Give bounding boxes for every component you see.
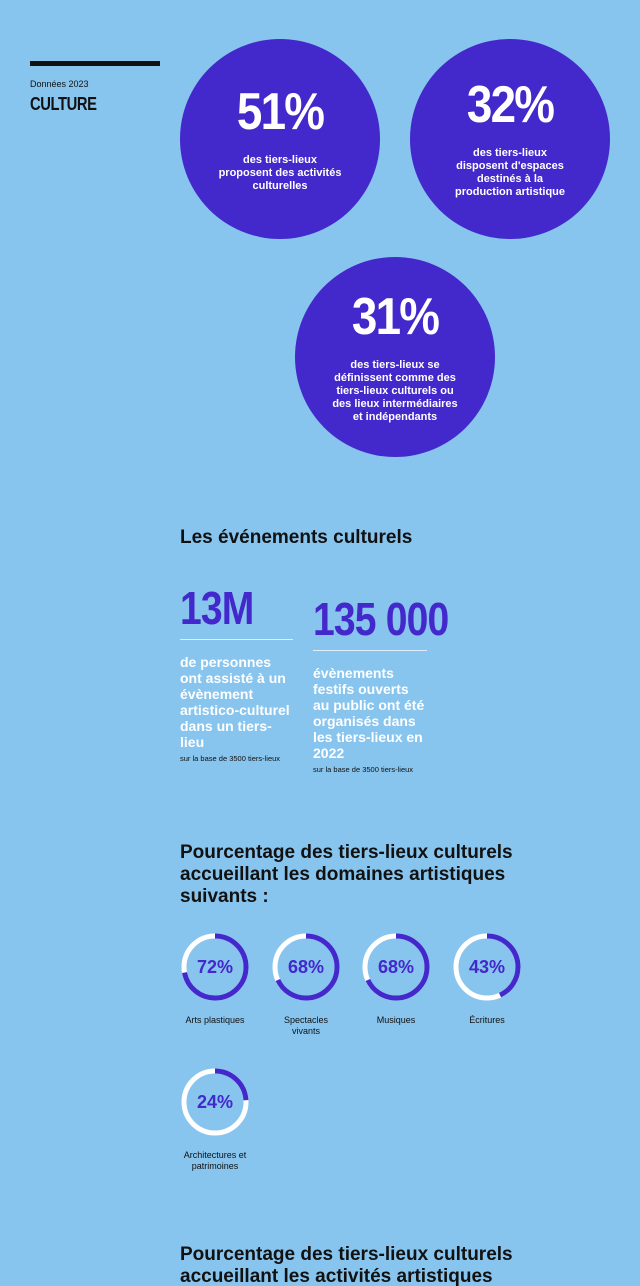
stat-value: 13M: [180, 582, 254, 634]
donut-value: 43%: [468, 957, 506, 977]
donut-ecritures: [452, 932, 522, 1026]
highlight-circle-activities: [180, 39, 380, 239]
section-title: CULTURE: [30, 94, 97, 114]
donut-label: Écritures: [469, 1015, 505, 1025]
stat-text: évènements festifs ouverts au public ont été organisés dans les tiers-lieux en 2022: [313, 665, 425, 761]
donut-label: Arts plastiques: [185, 1015, 245, 1025]
stat-divider: [180, 639, 293, 640]
donut-arts-plastiques: [180, 932, 250, 1026]
highlight-text: des tiers-lieux proposent des activités culturelles: [218, 153, 342, 192]
stat-attendance: [180, 582, 295, 763]
donut-musiques: [361, 932, 431, 1026]
donut-value: 72%: [196, 957, 234, 977]
header-bar: [30, 61, 160, 66]
donut-value: 68%: [377, 957, 415, 977]
stat-divider: [313, 650, 427, 651]
donut-value: 24%: [196, 1092, 234, 1112]
highlight-value: 31%: [351, 287, 439, 346]
highlight-circle-cultural: [295, 257, 495, 457]
highlight-value: 32%: [466, 76, 554, 134]
highlight-text: des tiers-lieux se définissent comme des tiers-lieux culturels ou des lieux intermédiaires et indépendants: [332, 358, 458, 423]
year-label: Données 2023: [30, 79, 89, 89]
donut-label: Architectures et patrimoines: [183, 1150, 247, 1171]
donut-value: 68%: [287, 957, 325, 977]
highlight-circle-production: [410, 39, 610, 239]
stat-value: 135 000: [313, 593, 449, 645]
highlight-text: des tiers-lieux disposent d'espaces destinés à la production artistique: [455, 147, 565, 198]
highlight-value: 51%: [236, 82, 324, 141]
donut-label: Musiques: [376, 1015, 416, 1025]
stat-note: sur la base de 3500 tiers-lieux: [180, 754, 281, 763]
activities-heading: Pourcentage des tiers-lieux culturels accueillant les activités artistiques: [180, 1244, 513, 1286]
stat-note: sur la base de 3500 tiers-lieux: [313, 765, 414, 774]
donut-label: Spectacles vivants: [283, 1015, 329, 1036]
domains-heading: Pourcentage des tiers-lieux culturels accueillant les domaines artistiques suivants :: [180, 842, 513, 907]
events-heading: Les événements culturels: [180, 527, 413, 548]
donut-spectacles-vivants: [271, 932, 341, 1037]
stat-events: [313, 593, 463, 774]
donut-architectures: [180, 1067, 250, 1172]
stat-text: de personnes ont assisté à un évènement artistico-culturel dans un tiers-lieu: [180, 654, 290, 750]
